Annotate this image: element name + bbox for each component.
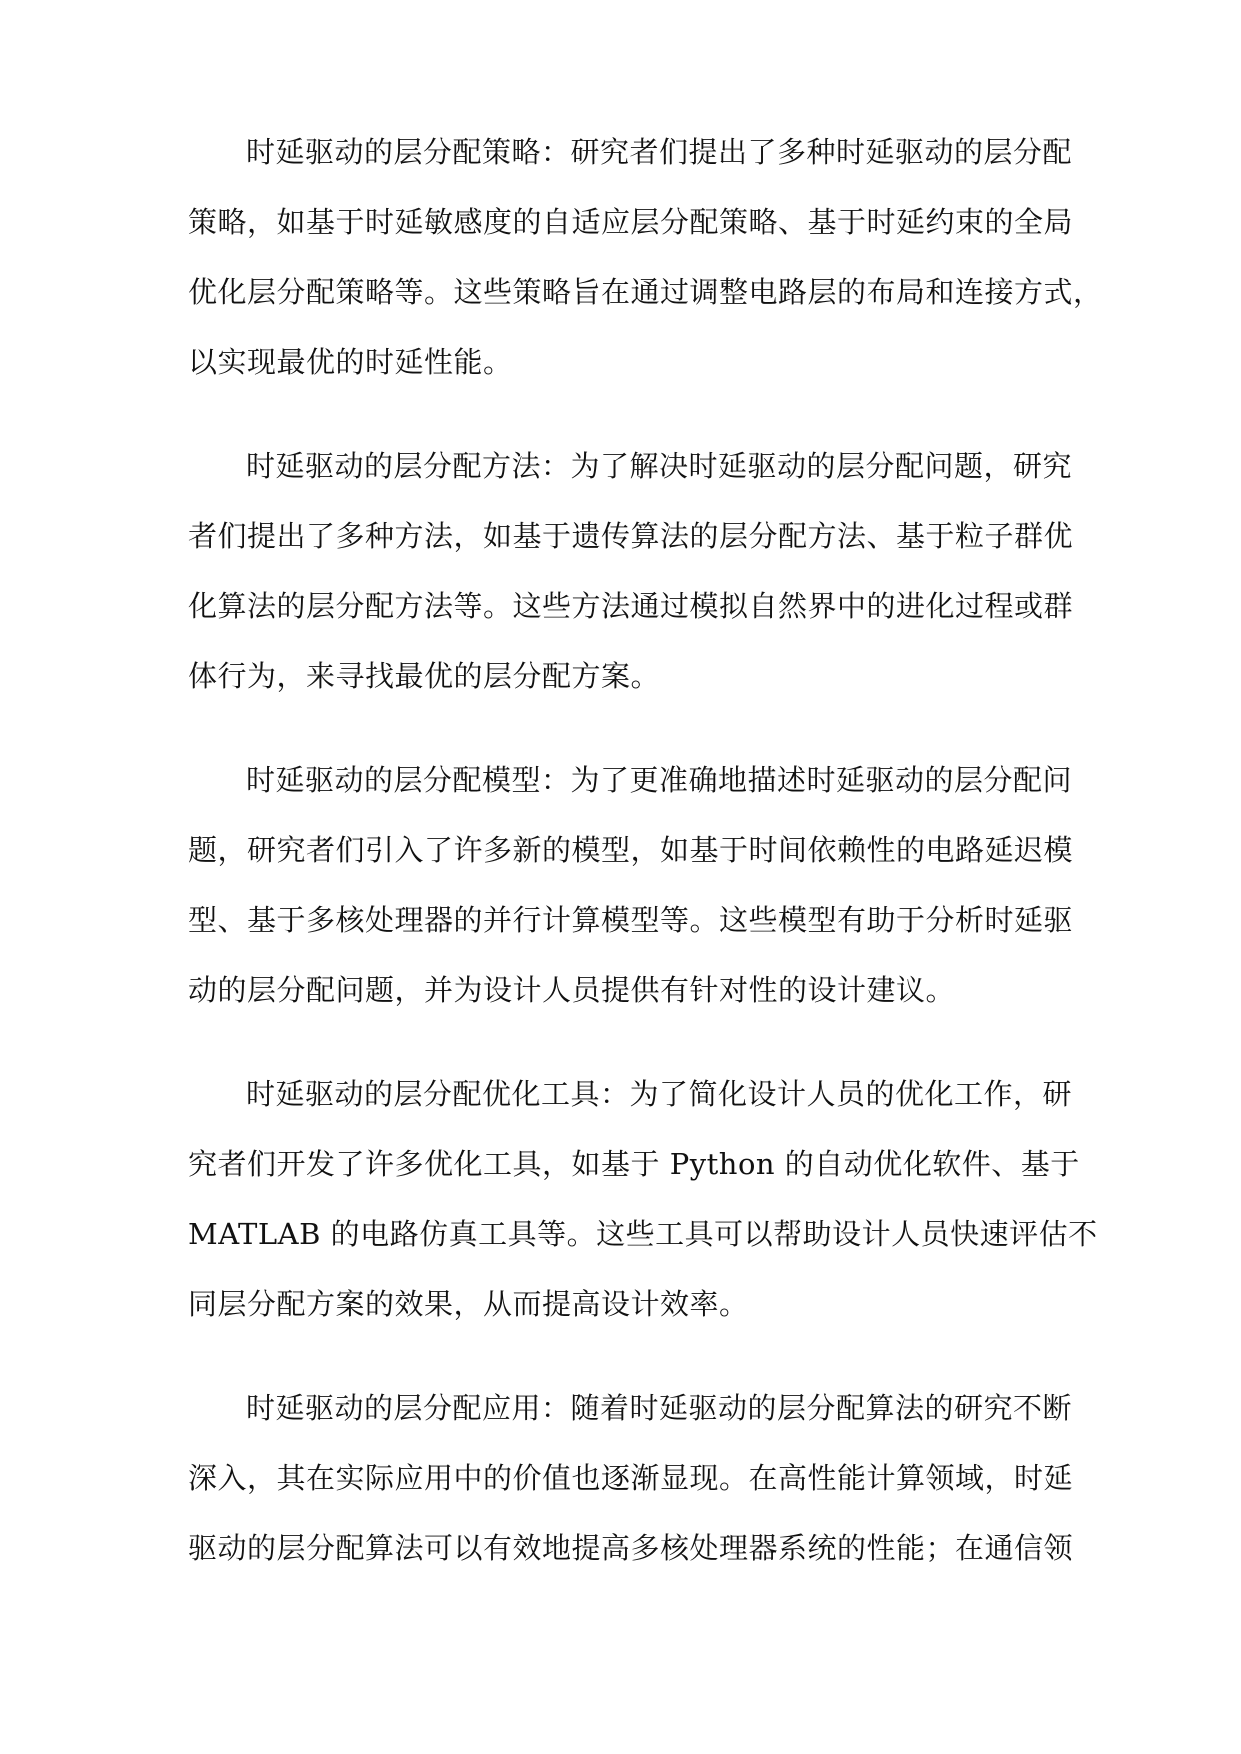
text-line: 题，研究者们引入了许多新的模型，如基于时间依赖性的电路延迟模 [188, 833, 1074, 867]
text-line: 时延驱动的层分配方法：为了解决时延驱动的层分配问题，研究 [246, 449, 1073, 483]
text-line: 驱动的层分配算法可以有效地提高多核处理器系统的性能；在通信领 [188, 1531, 1074, 1565]
text-line: 者们提出了多种方法，如基于遗传算法的层分配方法、基于粒子群优 [188, 519, 1074, 553]
text-line: 究者们开发了许多优化工具，如基于 Python 的自动优化软件、基于 [188, 1147, 1080, 1181]
text-line: 体行为，来寻找最优的层分配方案。 [188, 659, 661, 693]
text-line: 时延驱动的层分配策略：研究者们提出了多种时延驱动的层分配 [246, 135, 1073, 169]
text-line: 时延驱动的层分配模型：为了更准确地描述时延驱动的层分配问 [246, 763, 1073, 797]
text-line: 策略，如基于时延敏感度的自适应层分配策略、基于时延约束的全局 [188, 205, 1074, 239]
text-line: 型、基于多核处理器的并行计算模型等。这些模型有助于分析时延驱 [188, 903, 1074, 937]
text-line: 优化层分配策略等。这些策略旨在通过调整电路层的布局和连接方式， [188, 275, 1103, 309]
text-line: 化算法的层分配方法等。这些方法通过模拟自然界中的进化过程或群 [188, 589, 1074, 623]
text-line: 时延驱动的层分配应用：随着时延驱动的层分配算法的研究不断 [246, 1391, 1073, 1425]
text-line: MATLAB 的电路仿真工具等。这些工具可以帮助设计人员快速评估不 [188, 1217, 1098, 1251]
text-line: 时延驱动的层分配优化工具：为了简化设计人员的优化工作，研 [246, 1077, 1073, 1111]
text-line: 深入，其在实际应用中的价值也逐渐显现。在高性能计算领域，时延 [188, 1461, 1074, 1495]
text-line: 以实现最优的时延性能。 [188, 345, 513, 379]
text-line: 动的层分配问题，并为设计人员提供有针对性的设计建议。 [188, 973, 956, 1007]
text-line: 同层分配方案的效果，从而提高设计效率。 [188, 1287, 749, 1321]
